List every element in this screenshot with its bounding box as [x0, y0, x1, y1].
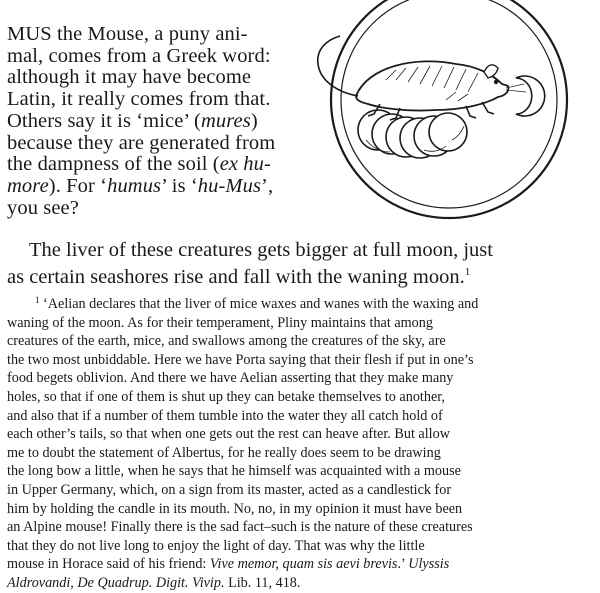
text-line: mal, comes from a Greek word: [7, 44, 271, 67]
text-run: .’ [397, 556, 409, 573]
latin-term: ex hu- [219, 153, 271, 176]
footnote-block [7, 291, 595, 593]
text-run: ) [250, 109, 258, 132]
text-line: although it may have become [7, 66, 252, 89]
text-line [7, 574, 595, 593]
text-run: ’ is ‘ [161, 174, 198, 197]
mouse-eye [494, 80, 498, 84]
latin-term: mures [200, 109, 251, 132]
text-run: as certain seashores rise and fall with the waning moon. [7, 266, 465, 288]
moon-spheres [358, 110, 467, 158]
text-line: Latin, it really comes from that. [7, 88, 271, 111]
text-line: in Upper Germany, which, on a sign from its master, acted as a candlestick for [7, 481, 452, 498]
text-line: him by holding the candle in its mouth. No, no, in my opinion it must have been [7, 500, 463, 517]
footnote-mark: 1 [35, 295, 40, 305]
text-line: holes, so that if one of them is shut up they can betake themselves to another, [7, 388, 445, 405]
text-line: waning of the moon. As for their temperament, Pliny maintains that among [7, 314, 433, 331]
text-line: MUS the Mouse, a puny ani- [7, 23, 248, 45]
latin-term: hu-Mus [197, 174, 262, 197]
text-line [7, 176, 297, 198]
text-run: ‘Aelian declares that the liver of mice waxes and wanes with the waxing and [39, 296, 479, 312]
text-line: creatures of the earth, mice, and swallows among the creatures of the sky, are [7, 333, 446, 350]
text-run: mouse in Horace said of his friend: [7, 556, 210, 573]
text-line [7, 111, 297, 133]
text-line [7, 154, 297, 176]
text-line: The liver of these creatures gets bigger at full moon, just [29, 239, 493, 261]
text-run: Others say it is ‘mice’ ( [7, 109, 201, 132]
citation-author: Ulyssis [408, 556, 450, 573]
text-line: and also that if a number of them tumble into the water they all catch hold of [7, 407, 443, 424]
liver-paragraph [7, 239, 597, 288]
intro-paragraph [7, 24, 297, 219]
text-line: each other’s tails, so that when one gets out the rest can heave after. But allow [7, 426, 450, 443]
text-line: that they do not live long to enjoy the light of day. That was why the little [7, 537, 425, 554]
mouse-ear [484, 65, 498, 78]
text-line: because they are generated from [7, 131, 276, 154]
text-line [7, 291, 595, 314]
text-run: ’, [261, 174, 274, 197]
text-line [7, 261, 597, 288]
text-line: the long bow a little, when he says that he himself was acquainted with a mouse [7, 463, 461, 480]
text-line: an Alpine mouse! Finally there is the sad fact–such is the nature of these creatures [7, 519, 473, 536]
text-line: food begets oblivion. And there we have Aelian asserting that they make many [7, 370, 454, 387]
latin-quote: Vive memor, quam sis aevi brevis [209, 556, 398, 573]
citation-title: Aldrovandi, De Quadrup. Digit. Vivip. [7, 574, 225, 591]
latin-term: more [7, 174, 49, 197]
text-line: the two most unbiddable. Here we have Porta saying that their flesh if put in one’s [7, 351, 474, 368]
text-line: me to doubt the statement of Albertus, for he really does seem to be drawing [7, 444, 441, 461]
footnote-ref: 1 [464, 266, 471, 278]
crescent-moon [516, 76, 545, 116]
text-run: ). For ‘ [48, 174, 108, 197]
text-run: Lib. 11, 418. [224, 574, 301, 591]
latin-term: humus [107, 174, 162, 197]
text-line [7, 555, 595, 574]
mouse-on-moons-woodcut-icon [296, 0, 600, 240]
text-run: the dampness of the soil ( [7, 153, 220, 176]
mouse-tail [318, 36, 358, 96]
text-line: you see? [7, 196, 79, 219]
